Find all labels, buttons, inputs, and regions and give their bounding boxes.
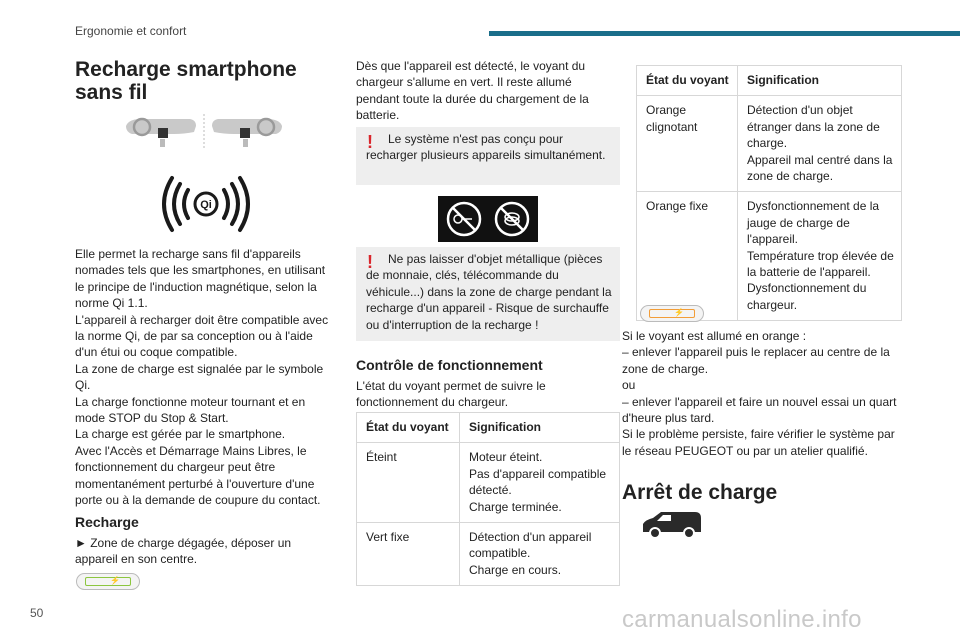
- table-cell: Détection d'un objet étranger dans la zone de charge. Appareil mal centré dans la zone de charge.: [747, 103, 893, 184]
- header-rule: [489, 31, 960, 36]
- table-header-row: [357, 413, 620, 443]
- no-metal-objects-icon: [438, 196, 538, 242]
- table-cell: Moteur éteint. Pas d'appareil compatible détecté. Charge terminée.: [469, 450, 607, 514]
- table-header: Signification: [460, 413, 620, 443]
- status-table-1: [356, 412, 620, 586]
- qi-wireless-icon: [158, 174, 254, 234]
- orange-instructions: Si le voyant est allumé en orange : – enlever l'appareil puis le replacer au centre de la zone de charge. ou – enlever l'appareil et faire un nouvel essai un quart d'heure plus tard. Si le problème persiste, faire vérifier le système par le réseau PEUGEOT ou par un atelier qualifié.: [622, 329, 897, 458]
- page-title: Recharge smartphone sans fil: [75, 58, 297, 104]
- table-cell: Détection d'un appareil compatible. Charge en cours.: [469, 530, 592, 577]
- table-cell: Orange clignotant: [637, 96, 738, 192]
- intro-body: Elle permet la recharge sans fil d'appareils nomades tels que les smartphones, en utilisant le principe de l'induction magnétique, selon la norme Qi 1.1. L'appareil à recharger doit être compatible avec la norme Qi, de par sa conception ou à l'aide d'un étui ou coque compatible. La zone de charge est signalée par le symbole Qi. La charge fonctionne moteur tournant et en mode STOP du Stop & Start. La charge est gérée par le smartphone. Avec l'Accès et Démarrage Mains Libres, le fonctionnement du chargeur peut être momentanément perturbé à l'ouverture d'une porte ou à la demande de coupure du contact.: [75, 247, 329, 508]
- controle-text: L'état du voyant permet de suivre le fonctionnement du chargeur.: [356, 379, 546, 410]
- table-row: [637, 192, 902, 321]
- warning-text-1: Le système n'est pas conçu pour recharger plusieurs appareils simultanément.: [366, 132, 606, 163]
- table-header: État du voyant: [637, 66, 738, 96]
- warning-box-2: [356, 247, 620, 341]
- table-cell: Dysfonctionnement de la jauge de charge de l'appareil. Température trop élevée de la batterie de l'appareil. Dysfonctionnement du chargeur.: [747, 199, 894, 312]
- table-row: [357, 443, 620, 523]
- orange-lamp-icon: ⚡: [640, 305, 704, 322]
- warning-text-2: Ne pas laisser d'objet métallique (pièces de monnaie, clés, télécommande du véhicule...) dans la zone de charge pendant la recharge d'un appareil - Risque de surchauffe ou d'interruption de la recharge !: [366, 252, 612, 332]
- table-cell: Éteint: [357, 443, 460, 523]
- warning-icon: !: [367, 132, 373, 152]
- recharge-heading: Recharge: [75, 514, 139, 530]
- green-lamp-icon: ⚡: [76, 573, 140, 590]
- table-header: Signification: [738, 66, 902, 96]
- table-header-row: [637, 66, 902, 96]
- warning-box-1: [356, 127, 620, 185]
- arret-heading: Arrêt de charge: [622, 481, 778, 504]
- table-cell: Vert fixe: [357, 523, 460, 586]
- controle-heading: Contrôle de fonctionnement: [356, 357, 543, 373]
- car-dashboard-icon: [124, 112, 284, 152]
- detection-text: Dès que l'appareil est détecté, le voyant du chargeur s'allume en vert. Il reste allumé pendant toute la durée du chargement de la batterie.: [356, 59, 589, 123]
- watermark: carmanualsonline.info: [622, 606, 862, 633]
- running-header: Ergonomie et confort: [75, 24, 187, 38]
- table-cell: Orange fixe: [637, 192, 738, 321]
- recharge-step: ► Zone de charge dégagée, déposer un appareil en son centre.: [75, 536, 292, 567]
- table-row: [637, 96, 902, 192]
- van-icon: [641, 510, 703, 540]
- page-number: 50: [30, 606, 44, 620]
- table-row: [357, 523, 620, 586]
- svg-text:Qi: Qi: [200, 199, 212, 211]
- status-table-2: [636, 65, 902, 321]
- table-header: État du voyant: [357, 413, 460, 443]
- warning-icon: !: [367, 252, 373, 272]
